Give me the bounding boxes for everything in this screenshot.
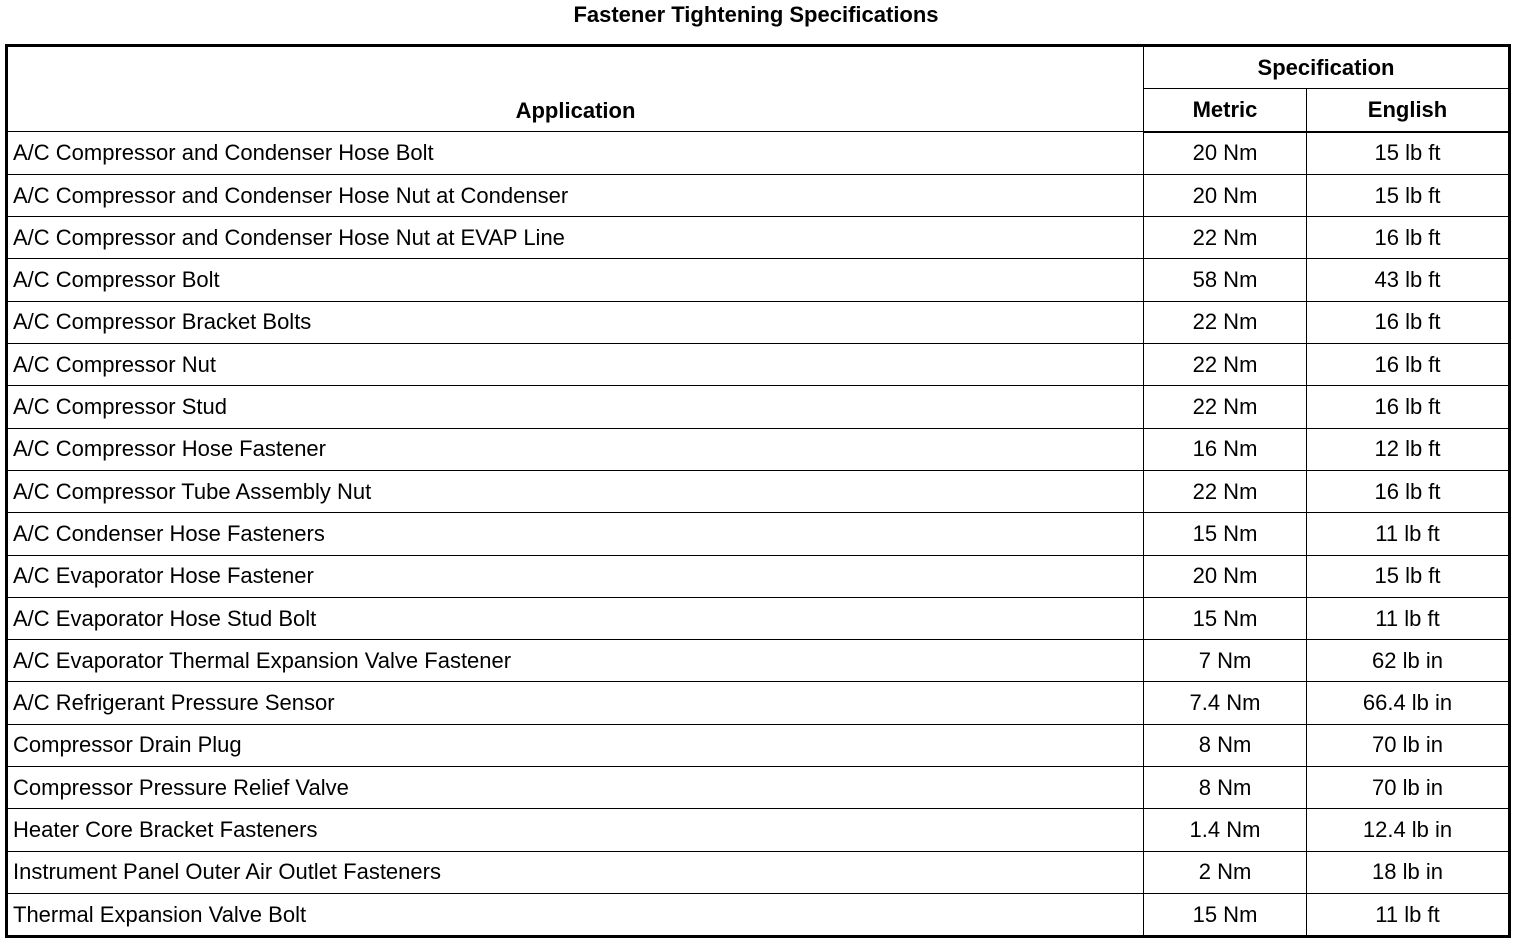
english-cell: 16 lb ft (1307, 470, 1510, 512)
application-cell: A/C Compressor Tube Assembly Nut (7, 470, 1144, 512)
metric-cell: 16 Nm (1144, 428, 1307, 470)
english-cell: 18 lb in (1307, 851, 1510, 893)
metric-cell: 58 Nm (1144, 259, 1307, 301)
table-row (7, 174, 1510, 216)
metric-cell: 20 Nm (1144, 132, 1307, 175)
application-cell: A/C Compressor and Condenser Hose Nut at EVAP Line (7, 217, 1144, 259)
fastener-spec-table (5, 44, 1511, 938)
english-cell: 70 lb in (1307, 767, 1510, 809)
table-row (7, 344, 1510, 386)
table-row (7, 428, 1510, 470)
table-row (7, 682, 1510, 724)
metric-cell: 22 Nm (1144, 217, 1307, 259)
english-cell: 11 lb ft (1307, 893, 1510, 936)
english-cell: 16 lb ft (1307, 386, 1510, 428)
application-cell: A/C Compressor Nut (7, 344, 1144, 386)
english-cell: 16 lb ft (1307, 344, 1510, 386)
table-row (7, 386, 1510, 428)
application-cell: Heater Core Bracket Fasteners (7, 809, 1144, 851)
application-cell: A/C Compressor and Condenser Hose Nut at Condenser (7, 174, 1144, 216)
application-cell: Compressor Drain Plug (7, 724, 1144, 766)
english-cell: 15 lb ft (1307, 555, 1510, 597)
table-row (7, 301, 1510, 343)
metric-column-header: Metric (1144, 89, 1307, 132)
application-cell: A/C Compressor Stud (7, 386, 1144, 428)
application-cell: A/C Compressor Hose Fastener (7, 428, 1144, 470)
english-cell: 11 lb ft (1307, 597, 1510, 639)
application-cell: A/C Evaporator Hose Fastener (7, 555, 1144, 597)
metric-cell: 8 Nm (1144, 724, 1307, 766)
application-cell: Instrument Panel Outer Air Outlet Fasteners (7, 851, 1144, 893)
metric-cell: 15 Nm (1144, 513, 1307, 555)
english-cell: 66.4 lb in (1307, 682, 1510, 724)
english-cell: 12.4 lb in (1307, 809, 1510, 851)
metric-cell: 22 Nm (1144, 301, 1307, 343)
english-column-header: English (1307, 89, 1510, 132)
table-row (7, 809, 1510, 851)
english-cell: 15 lb ft (1307, 174, 1510, 216)
table-row (7, 724, 1510, 766)
metric-cell: 20 Nm (1144, 555, 1307, 597)
table-row (7, 259, 1510, 301)
english-cell: 43 lb ft (1307, 259, 1510, 301)
english-cell: 11 lb ft (1307, 513, 1510, 555)
english-cell: 70 lb in (1307, 724, 1510, 766)
table-row (7, 513, 1510, 555)
table-body (7, 132, 1510, 937)
page-title: Fastener Tightening Specifications (573, 2, 939, 27)
table-row (7, 597, 1510, 639)
table-header (7, 46, 1510, 132)
metric-cell: 2 Nm (1144, 851, 1307, 893)
table-row (7, 640, 1510, 682)
table-row (7, 767, 1510, 809)
application-column-header: Application (7, 46, 1144, 132)
table-row (7, 217, 1510, 259)
metric-cell: 1.4 Nm (1144, 809, 1307, 851)
application-cell: A/C Condenser Hose Fasteners (7, 513, 1144, 555)
metric-cell: 22 Nm (1144, 386, 1307, 428)
english-cell: 16 lb ft (1307, 301, 1510, 343)
table-row (7, 470, 1510, 512)
table-row (7, 132, 1510, 175)
application-cell: A/C Evaporator Thermal Expansion Valve Fastener (7, 640, 1144, 682)
metric-cell: 8 Nm (1144, 767, 1307, 809)
table-row (7, 851, 1510, 893)
metric-cell: 22 Nm (1144, 344, 1307, 386)
english-cell: 62 lb in (1307, 640, 1510, 682)
specification-group-header: Specification (1144, 46, 1510, 89)
metric-cell: 15 Nm (1144, 597, 1307, 639)
english-cell: 15 lb ft (1307, 132, 1510, 175)
table-row (7, 893, 1510, 936)
metric-cell: 7.4 Nm (1144, 682, 1307, 724)
application-cell: Compressor Pressure Relief Valve (7, 767, 1144, 809)
application-cell: Thermal Expansion Valve Bolt (7, 893, 1144, 936)
english-cell: 12 lb ft (1307, 428, 1510, 470)
english-cell: 16 lb ft (1307, 217, 1510, 259)
metric-cell: 7 Nm (1144, 640, 1307, 682)
application-cell: A/C Compressor Bracket Bolts (7, 301, 1144, 343)
metric-cell: 22 Nm (1144, 470, 1307, 512)
application-cell: A/C Evaporator Hose Stud Bolt (7, 597, 1144, 639)
metric-cell: 20 Nm (1144, 174, 1307, 216)
table-row (7, 555, 1510, 597)
application-cell: A/C Compressor and Condenser Hose Bolt (7, 132, 1144, 175)
application-cell: A/C Refrigerant Pressure Sensor (7, 682, 1144, 724)
metric-cell: 15 Nm (1144, 893, 1307, 936)
application-cell: A/C Compressor Bolt (7, 259, 1144, 301)
